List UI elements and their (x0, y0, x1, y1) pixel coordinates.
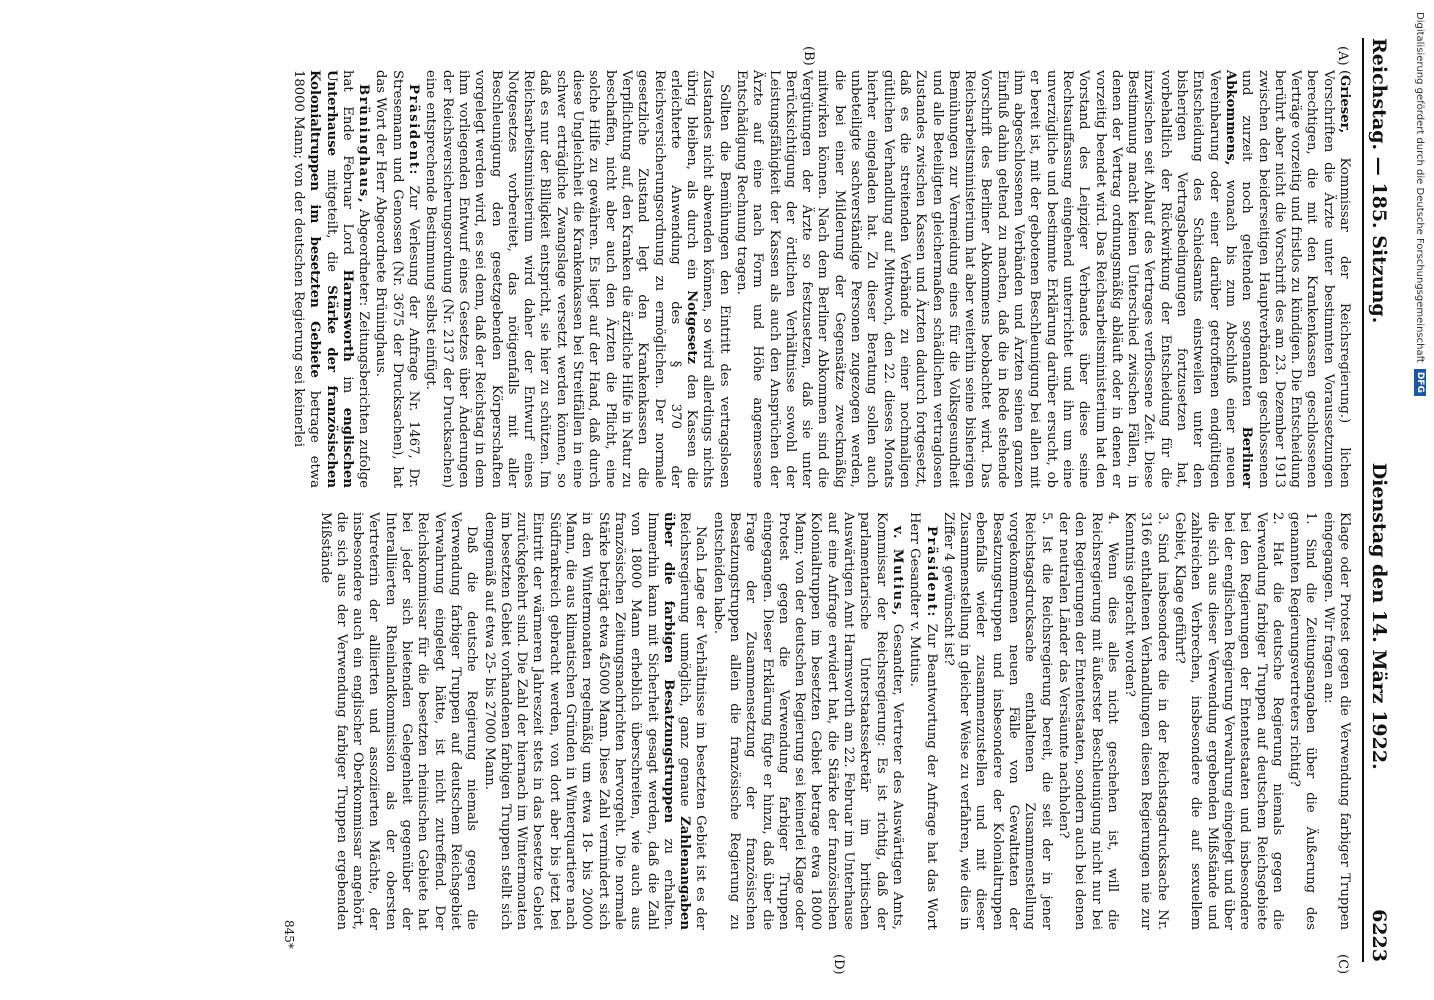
paragraph: Nach Lage der Verhältnisse im besetzten Gebiet ist es der Reichsregierung unmöglich, ganz genaue Zahlenangaben über die farbigen Besatzungstruppen zu erhalten. Immerhin kann mit Sicherheit gesagt werden, daß die Zahl von 18000 Mann erheblich überschreiten, wie auch aus französischen Zeitungsnachrichten hervorgeht. Die normale Stärke beträgt etwa 45000 Mann. Diese Zahl vermindert sich in den Wintermonaten regelmäßig um etwa 18- bis 20000 Mann, die aus klimatischen Gründen in Winterquartiere nach Südfrankreich gebracht werden, von dort aber bis jetzt bei Eintritt der wärmeren Jahreszeit stets in das besetzte Gebiet zurückgekehrt sind. Die Zahl der hiernach im Wintermonaten im besetzten Gebiet vorhandenen farbigen Truppen stellt sich demgemäß auf etwa 25- bis 27000 Mann. (481, 512, 709, 931)
paragraph: Klage oder Protest gegen die Verwendung farbiger Truppen eingegangen. Wir fragen an: (1320, 512, 1352, 930)
list-item: 3. Sind insbesondere die in der Reichstagsdrucksache Nr. 3166 enthaltenen Verhandlungen diesen Regierungen nie zur Kenntnis gebracht worden? (1122, 512, 1170, 930)
speaker-name: v. Mutius, (889, 526, 905, 617)
emphasis: Berliner Abkommens, (1222, 70, 1255, 488)
page-header (1362, 38, 1398, 962)
signature-mark: 845* (282, 920, 296, 949)
paragraph: Präsident: Zur Verlesung der Anfrage Nr. 1467, Dr. Stresemann und Genossen (Nr. 3675 der Drucksachen), hat das Wort der Herr Abgeordnete Brüninghaus. (373, 70, 422, 488)
digitization-credit (1404, 12, 1430, 988)
paragraph: Brüninghaus, Abgeordneter: Zeitungsberichten zufolge hat Ende Februar Lord Harmsworth im englischen Unterhause mitgeteilt, die Stärke der französischen Kolonialtruppen im besetzten Gebiete betrage etwa 18000 Mann; von der deutschen Regierung sei keinerlei (291, 70, 372, 489)
paragraph: Sollten die Bemühungen den Eintritt des vertragslosen Zustandes nicht abwenden können, so wird allerdings nichts übrig bleiben, als durch ein Notgesetz den Kassen die erleichterte Anwendung des § 370 der Reichsversicherungsordnung zu ermöglichen. Der normale gesetzliche Zustand legt den Krankenkassen die Verpflichtung auf, den Kranken die ärztliche Hilfe in Natur zu beschaffen, nicht aber auch den Ärzten die Pflicht, eine solche Hilfe zu gewähren. Es liegt auf der Hand, daß durch diese Ungleichheit die Krankenkassen bei Streitfällen in eine schwer erträgliche Zwangslage versetzt werden können, so daß es nur der Billigkeit entspricht, sie hier zu schützen. Im Reichsarbeitsministerium wird daher der Entwurf eines Notgesetzes vorbereitet, das nötigenfalls mit aller Beschleunigung den gesetzgebenden Körperschaften vorgelegt werden wird, es sei denn, daß der Reichstag in dem ihm vorliegenden Entwurf eines Gesetzes über Änderungen der Reichsversicherungsordnung (Nr. 2137 der Drucksachen) eine entsprechende Bestimmung selbst einfügt. (423, 70, 732, 489)
speech-continuation: (Grieser, Kommissar der Reichsregierung.) lichen Vorschriften die Ärzte unter bestimmten Voraussetzungen berechtigen, die mit den Krankenkassen geschlossenen Verträge vorzeitig und fristlos zu kündigen. Die Entscheidung berührt aber nicht die Vorschrift des am 23. Dezember 1913 zwischen den beiderseitigen Hauptverbänden geschlossenen und zurzeit noch geltenden sogenannten Berliner Abkommens, wonach bis zum Abschluß einer neuen Vereinbarung oder einer darüber getroffenen endgültigen Entscheidung des Schiedsamts einstweilen unter den bisherigen Vertragsbedingungen fortzusetzen hat, vorbehaltlich der Rückwirkung der Entscheidung für die inzwischen seit Ablauf des Vertrages verflossene Zeit. Diese Bestimmung macht keinen Unterschied zwischen Fällen, in denen der Vertrag ordnungsmäßig abläuft oder in denen er vorzeitig beendet wird. Das Reichsarbeitsministerium hat den Vorstand des Leipziger Verbandes über diese seine Rechtsauffassung eingehend unterrichtet und ihn um eine unverzügliche und bestimmte Erklärung darüber ersucht, ob er bereit ist, mit der gebotenen Beschleunigung bei allen mit ihm abgeschlossenen Verbänden und Ärzten seinen ganzen Einfluß dahin geltend zu machen, daß die in Rede stehende Vorschrift des Berliner Abkommens beobachtet wird. Das Reichsarbeitsministerium hat aber weiterhin seine bisherigen Bemühungen zur Vermeidung eines für die Volksgesundheit und alle Beteiligten gleichermaßen schädlichen vertraglosen Zustandes zwischen Kassen und Ärzten dadurch fortgesetzt, daß es die streitenden Verbände zu einer nochmaligen gütlichen Verhandlung auf Mittwoch, den 22. dieses Monats hierher eingeladen hat. Zu dieser Beratung sollen auch unbeteiligte sachverständige Personen zugezogen werden, die bei einer Milderung der Gegensätze zweckmäßig mitwirken können. Nach dem Berliner Abkommen sind die Vergütungen der Ärzte so festzusetzen, daß sie unter Berücksichtigung der örtlichen Verhältnisse sowohl der Leistungsfähigkeit der Kassen als auch den Ansprüchen der Ärzte auf eine nach Form und Höhe angemessene Entschädigung Rechnung tragen. (734, 70, 1352, 488)
dfg-logo: DFG (1414, 369, 1426, 396)
emphasis: Zahlenangaben über die farbigen Besatzungstruppen (660, 512, 693, 930)
list-item: 5. Ist die Reichsregierung bereit, die seit der in jener Reichstagsdrucksache enthaltenen Zusammenstellung vorgekommenen neuen Fälle von Gewalttaten der Besatzungstruppen und insbesondere der Kolonialtruppen ebenfalls wieder zusammenzustellen und mit dieser Zusammenstellung in gleicher Weise zu verfahren, wie dies in Ziffer 4 gewünscht ist? (940, 512, 1054, 930)
speaker-name: Präsident: (923, 526, 939, 619)
margin-marker-c: (C) (1335, 954, 1350, 975)
question-list (940, 512, 1319, 930)
left-column (291, 70, 1352, 489)
list-item: 2. Hat die deutsche Regierung niemals gegen die Verwendung farbiger Truppen auf deutschem Reichsgebiete bei den Regierungen der Ententestaaten und insbesondere bei der englischen Regierung Verwahrung eingelegt und über die sich aus dieser Verwendung ergebenden Mißstände und zahlreichen Verbrechen, insbesondere die auf sexuellem Gebiet, Klage geführt? (1172, 512, 1285, 930)
margin-marker-d: (D) (831, 954, 846, 975)
margin-marker-b: (B) (801, 46, 816, 66)
speaker-name: Grieser, (1337, 75, 1352, 134)
list-item: 1. Sind die Zeitungsangaben über die Äußerung des genannten Regierungsvertreters richtig? (1287, 512, 1319, 930)
paragraph: Präsident: Zur Beantwortung der Anfrage hat das Wort Herr Gesandter v. Mutius. (907, 512, 939, 930)
emphasis: Notgesetz (684, 290, 700, 365)
right-column (304, 512, 1352, 930)
paragraph: v. Mutius, Gesandter, Vertreter des Auswärtigen Amts, Kommissar der Reichsregierung: Es ist richtig, daß der parlamentarische Unterstaatssekretär im britischen Auswärtigen Amt Harmsworth am 22. Februar im Unterhause auf eine Anfrage erwidert hat, die Stärke der französischen Kolonialtruppen im besetzten Gebiet betrage etwa 18000 Mann; von der deutschen Regierung sei keinerlei Klage oder Protest gegen die Verwendung farbiger Truppen eingegangen. Dieser Erklärung fügte er hinzu, daß über die Frage der Zusammensetzung der französischen Besatzungstruppen allein die französische Regierung zu entscheiden habe. (710, 512, 905, 930)
credit-text: Digitalisierung gefördert durch die Deutsche Forschungsgemeinschaft (1414, 12, 1426, 363)
speaker-name: Brüninghaus, (356, 84, 372, 205)
speaker-role: Kommissar der Reichsregierung. (1337, 157, 1352, 418)
header-session: Reichstag. — 185. Sitzung. (1368, 38, 1390, 324)
speaker-name: Präsident: (406, 84, 422, 177)
paragraph: Daß die deutsche Regierung niemals gegen die Verwendung farbiger Truppen auf deutschem Reichsgebiet Verwahrung eingelegt hätte, ist nicht zutreffend. Der Reichskommissar für die besetzten rheinischen Gebiete hat bei jeder sich bietenden Gelegenheit gegenüber der Interalliierten Rheinlandkommission als der obersten Vertreterin der alliierten und assoziierten Mächte, der insbesondere auch ein englischer Oberkommissar angehört, die sich aus der Verwendung farbiger Truppen ergebenden Mißstände (317, 512, 480, 930)
header-page-number: 6223 (1368, 909, 1390, 962)
speaker-role: Abgeordneter: (356, 209, 372, 307)
header-date: Dienstag den 14. März 1922. (1368, 462, 1390, 770)
list-item: 4. Wenn dies alles nicht geschehen ist, will die Reichsregierung mit äußerster Beschleunigung nicht nur bei den Regierungen der Ententestaaten, sondern auch bei denen der neutralen Länder das Versäumte nachholen? (1055, 512, 1120, 930)
margin-marker-a: (A) (1335, 46, 1350, 66)
